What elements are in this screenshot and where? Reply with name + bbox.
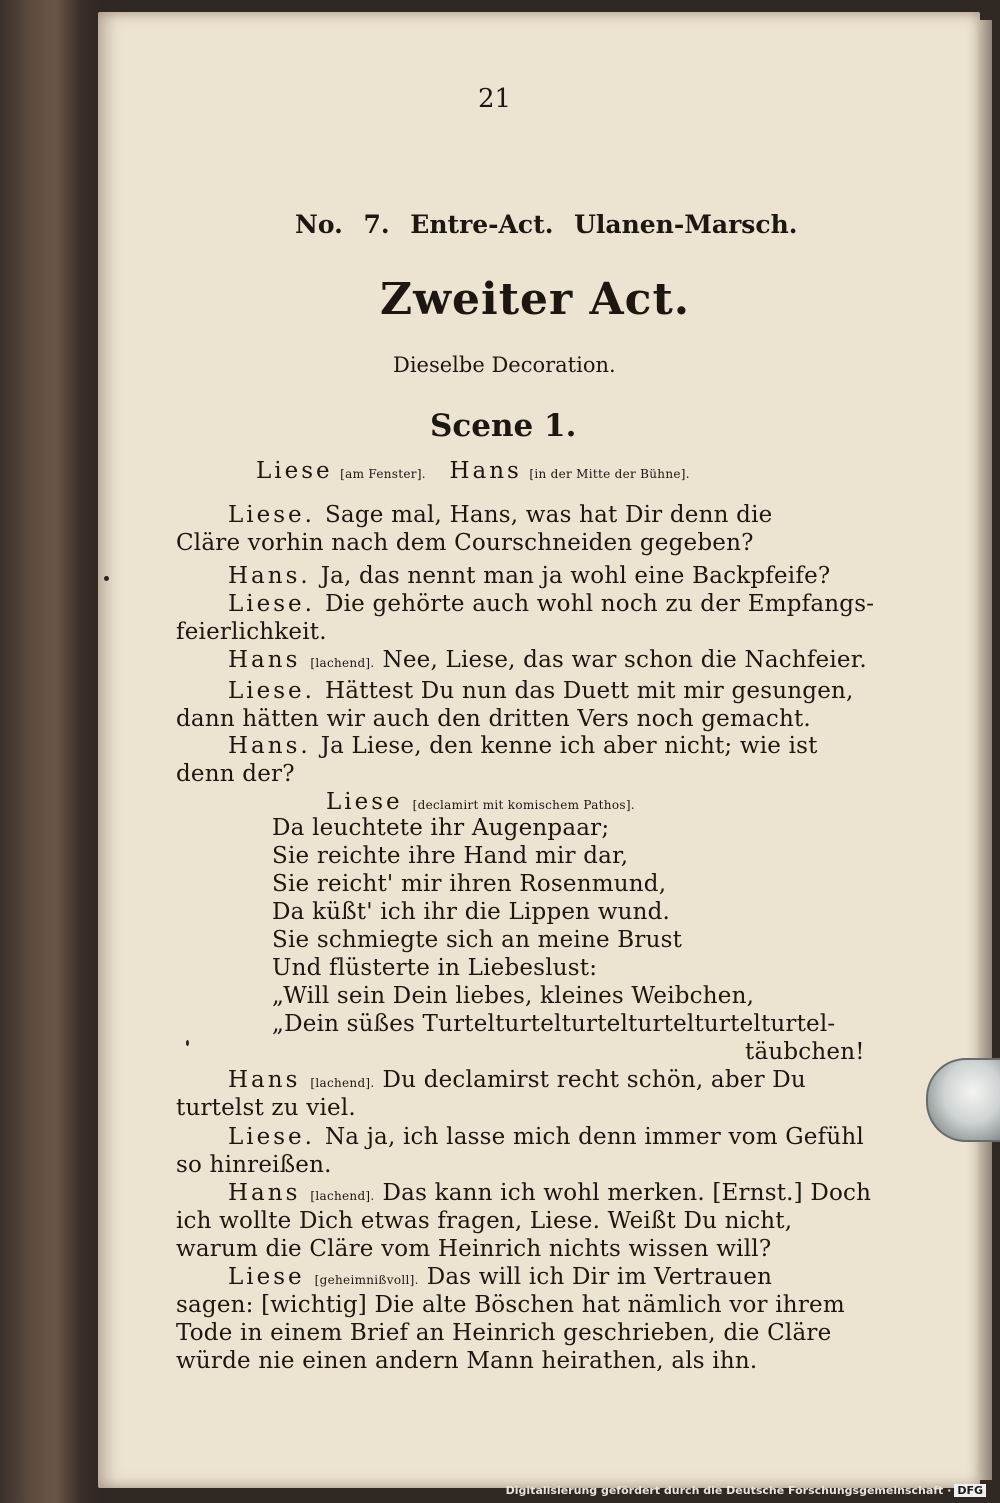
line-text: Sie schmiegte sich an meine Brust xyxy=(272,927,683,953)
line-text: feierlichkeit. xyxy=(176,619,327,645)
line-text: Ja, das nennt man ja wohl eine Backpfeife? xyxy=(320,563,831,589)
speaker-name: Liese xyxy=(256,458,333,484)
stage-direction: [in der Mitte der Bühne]. xyxy=(529,467,690,481)
dialogue-line xyxy=(272,1011,835,1037)
decoration-note: Dieselbe Decoration. xyxy=(393,353,616,377)
dialogue-line xyxy=(228,591,874,617)
line-text: würde nie einen andern Mann heirathen, als ihn. xyxy=(176,1348,758,1374)
line-text: Das kann ich wohl merken. [Ernst.] Doch xyxy=(382,1180,872,1206)
speaker-name: Hans xyxy=(228,1067,301,1093)
line-text: Tode in einem Brief an Heinrich geschrieben, die Cläre xyxy=(176,1320,832,1346)
dfg-logo: DFG xyxy=(954,1484,986,1497)
page-number: 21 xyxy=(478,84,512,114)
dialogue-line xyxy=(228,1067,806,1093)
dialogue-line xyxy=(176,1208,792,1234)
line-text: täubchen! xyxy=(745,1039,865,1065)
dialogue-line xyxy=(272,927,682,953)
line-text: Nee, Liese, das war schon die Nachfeier. xyxy=(382,647,867,673)
speaker-name: Liese. xyxy=(228,591,315,617)
dialogue-line xyxy=(228,647,867,673)
line-text: warum die Cläre vom Heinrich nichts wissen will? xyxy=(176,1236,772,1262)
dialogue-line xyxy=(176,1292,845,1318)
footer-credit xyxy=(506,1484,986,1497)
dialogue-line xyxy=(228,733,818,759)
dialogue-line xyxy=(176,1152,332,1178)
stage-direction: [lachend]. xyxy=(310,656,375,670)
line-text: „Will sein Dein liebes, kleines Weibchen, xyxy=(272,983,755,1009)
dialogue-line xyxy=(272,871,666,897)
line-text: dann hätten wir auch den dritten Vers noch gemacht. xyxy=(176,706,811,732)
speaker-name: Liese xyxy=(228,1264,305,1290)
dialogue-line xyxy=(228,1264,772,1290)
stage-direction: [am Fenster]. xyxy=(340,467,426,481)
cast-line xyxy=(256,458,690,484)
footer-credit-text: Digitalisierung gefördert durch die Deutsche Forschungsgemeinschaft · xyxy=(505,1484,952,1497)
line-text: Du declamirst recht schön, aber Du xyxy=(382,1067,806,1093)
dialogue-line xyxy=(272,955,597,981)
line-text: Da leuchtete ihr Augenpaar; xyxy=(272,815,610,841)
margin-dot xyxy=(186,1040,189,1046)
dialogue-line xyxy=(176,706,811,732)
dialogue-line xyxy=(176,761,295,787)
line-text: ich wollte Dich etwas fragen, Liese. Weißt Du nicht, xyxy=(176,1208,793,1234)
line-text: Da küßt' ich ihr die Lippen wund. xyxy=(272,899,671,925)
dialogue-line xyxy=(272,983,754,1009)
dialogue-line xyxy=(326,789,643,815)
dialogue-line xyxy=(272,899,670,925)
line-text: „Dein süßes Turtelturtelturtelturtelturtelturtel- xyxy=(272,1011,836,1037)
page-clip-icon xyxy=(926,1058,1000,1142)
line-text: Das will ich Dir im Vertrauen xyxy=(426,1264,773,1290)
speaker-name: Hans xyxy=(449,458,522,484)
speaker-name: Hans xyxy=(228,1180,301,1206)
section-heading: No. 7. Entre-Act. Ulanen-Marsch. xyxy=(295,210,798,239)
dialogue-line xyxy=(176,1348,757,1374)
stage-direction: [lachend]. xyxy=(310,1076,375,1090)
line-text: so hinreißen. xyxy=(176,1152,332,1178)
line-text: turtelst zu viel. xyxy=(176,1095,356,1121)
line-text: Hättest Du nun das Duett mit mir gesungen, xyxy=(324,678,854,704)
margin-dot xyxy=(104,576,109,581)
dialogue-line xyxy=(272,843,628,869)
line-text: Die gehörte auch wohl noch zu der Empfangs- xyxy=(324,591,875,617)
stage-direction: [geheimnißvoll]. xyxy=(314,1273,419,1287)
line-text: Sie reichte ihre Hand mir dar, xyxy=(272,843,629,869)
line-text: Sage mal, Hans, was hat Dir denn die xyxy=(324,502,773,528)
dialogue-line xyxy=(228,563,830,589)
speaker-name: Hans. xyxy=(228,733,311,759)
dialogue-line xyxy=(228,1124,864,1150)
dialogue-line xyxy=(176,1095,356,1121)
dialogue-line xyxy=(176,1320,831,1346)
dialogue-line xyxy=(176,530,754,556)
line-text: Na ja, ich lasse mich denn immer vom Gefühl xyxy=(324,1124,864,1150)
dialogue-line xyxy=(228,1180,871,1206)
speaker-name: Hans xyxy=(228,647,301,673)
line-text: denn der? xyxy=(176,761,295,787)
speaker-name: Liese. xyxy=(228,502,315,528)
dialogue-line xyxy=(228,678,854,704)
speaker-name: Liese xyxy=(326,789,403,815)
line-text: Und flüsterte in Liebeslust: xyxy=(272,955,598,981)
speaker-name: Hans. xyxy=(228,563,311,589)
speaker-name: Liese. xyxy=(228,1124,315,1150)
dialogue-line xyxy=(228,502,772,528)
line-text: sagen: [wichtig] Die alte Böschen hat nämlich vor ihrem xyxy=(176,1292,845,1318)
line-text: Ja Liese, den kenne ich aber nicht; wie ist xyxy=(320,733,818,759)
dialogue-line xyxy=(176,619,327,645)
act-title: Zweiter Act. xyxy=(380,274,691,325)
line-text: Sie reicht' mir ihren Rosenmund, xyxy=(272,871,667,897)
line-text: Cläre vorhin nach dem Courschneiden gegeben? xyxy=(176,530,754,556)
scene-title: Scene 1. xyxy=(430,408,577,444)
stage-direction: [declamirt mit komischem Pathos]. xyxy=(412,798,635,812)
page-edge xyxy=(978,20,992,1480)
stage-direction: [lachend]. xyxy=(310,1189,375,1203)
dialogue-line xyxy=(176,1236,771,1262)
speaker-name: Liese. xyxy=(228,678,315,704)
dialogue-line xyxy=(272,815,609,841)
dialogue-line xyxy=(745,1039,865,1065)
